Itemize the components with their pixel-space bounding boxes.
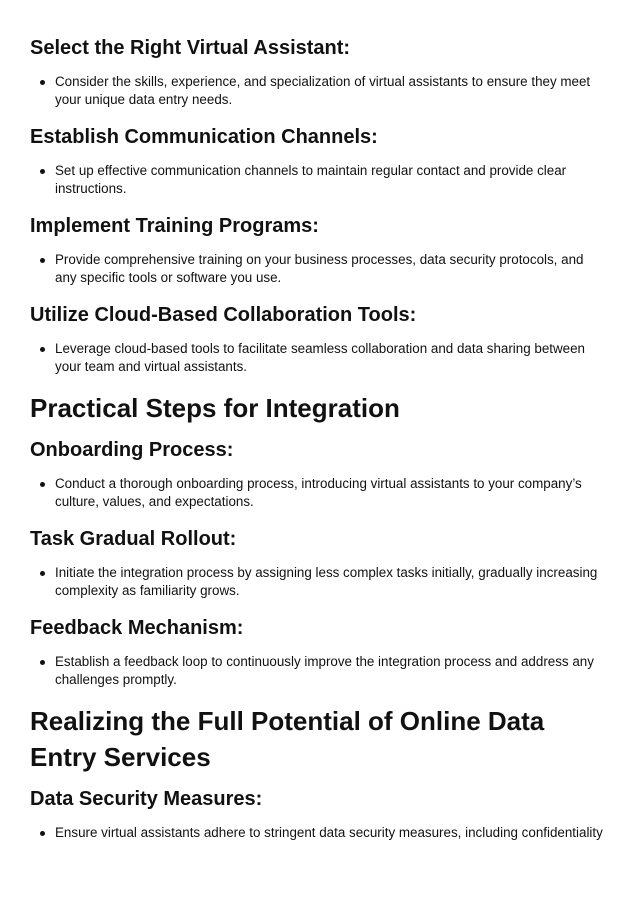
section-heading: Feedback Mechanism: (30, 617, 244, 639)
list-item: Conduct a thorough onboarding process, introducing virtual assistants to your company’s culture, values, and expectations. (30, 475, 608, 511)
list-item: Establish a feedback loop to continuously improve the integration process and address any challenges promptly. (30, 653, 608, 689)
list-item: Leverage cloud-based tools to facilitate seamless collaboration and data sharing between your team and virtual assistants. (30, 340, 608, 376)
bullet-list (30, 475, 608, 511)
bullet-list (30, 251, 608, 287)
list-item: Ensure virtual assistants adhere to stringent data security measures, including confidentiality (30, 824, 608, 842)
bullet-list (30, 162, 608, 198)
section-heading: Establish Communication Channels: (30, 126, 378, 148)
major-heading: Practical Steps for Integration (30, 393, 400, 423)
section-heading: Task Gradual Rollout: (30, 528, 237, 550)
major-heading: Realizing the Full Potential of Online Data Entry Services (30, 706, 545, 772)
section-heading: Utilize Cloud-Based Collaboration Tools: (30, 304, 417, 326)
section-heading: Implement Training Programs: (30, 215, 319, 237)
bullet-list (30, 564, 608, 600)
list-item: Set up effective communication channels to maintain regular contact and provide clear instructions. (30, 162, 608, 198)
section-heading: Data Security Measures: (30, 788, 263, 810)
list-item: Consider the skills, experience, and specialization of virtual assistants to ensure they meet your unique data entry needs. (30, 73, 608, 109)
bullet-list (30, 653, 608, 689)
bullet-list (30, 73, 608, 109)
bullet-list (30, 824, 608, 842)
list-item: Provide comprehensive training on your business processes, data security protocols, and any specific tools or software you use. (30, 251, 608, 287)
section-heading: Select the Right Virtual Assistant: (30, 37, 351, 59)
bullet-list (30, 340, 608, 376)
section-heading: Onboarding Process: (30, 439, 234, 461)
list-item: Initiate the integration process by assigning less complex tasks initially, gradually increasing complexity as familiarity grows. (30, 564, 608, 600)
